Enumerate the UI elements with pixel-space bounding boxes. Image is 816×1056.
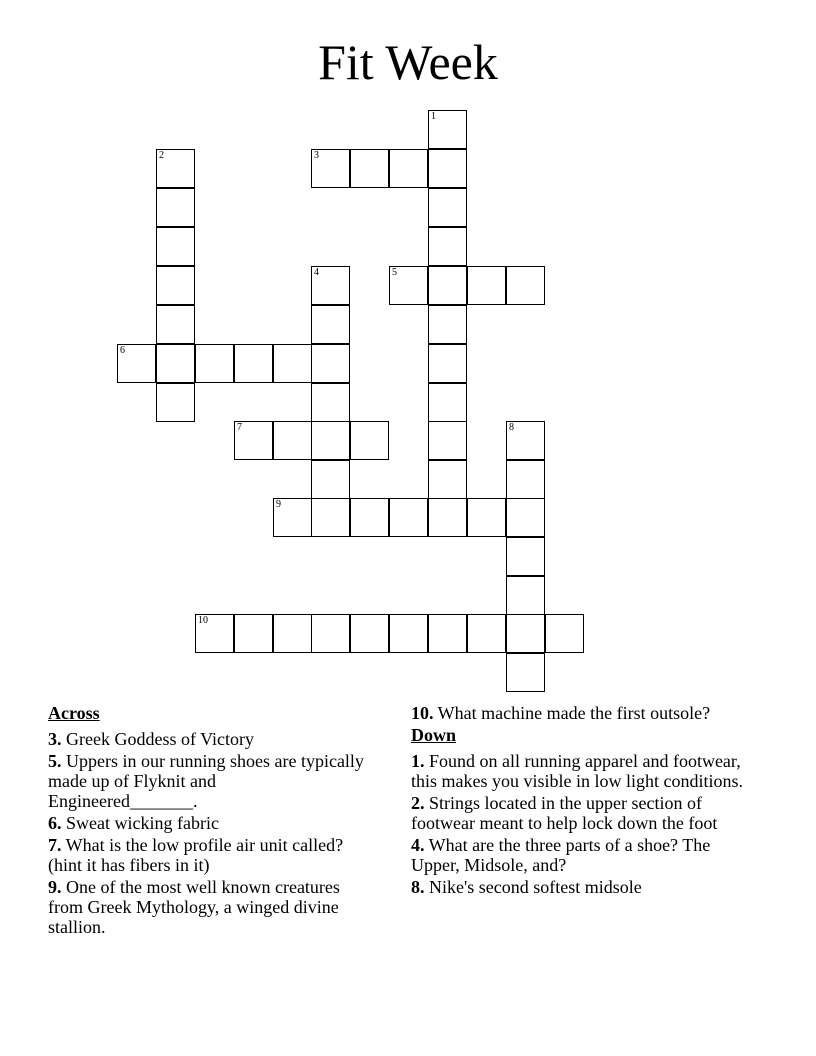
cell-number: 7: [237, 422, 242, 433]
grid-cell[interactable]: [506, 421, 545, 460]
grid-cell[interactable]: [428, 614, 467, 653]
clue-text: Greek Goddess of Victory: [61, 729, 255, 749]
clue-number: 7.: [48, 835, 62, 855]
clue-down-1: [411, 751, 761, 791]
clue-number: 8.: [411, 877, 425, 897]
clue-text: Uppers in our running shoes are typically made up of Flyknit and Engineered_______.: [48, 751, 364, 811]
clue-number: 5.: [48, 751, 62, 771]
grid-cell[interactable]: [428, 421, 467, 460]
grid-cell[interactable]: [467, 498, 506, 537]
grid-cell[interactable]: [156, 266, 195, 305]
clue-number: 1.: [411, 751, 425, 771]
grid-cell[interactable]: [428, 188, 467, 227]
grid-cell[interactable]: [506, 498, 545, 537]
grid-cell[interactable]: [195, 344, 234, 383]
cell-number: 10: [198, 615, 208, 626]
grid-cell[interactable]: [428, 266, 467, 305]
cell-number: 6: [120, 345, 125, 356]
grid-cell[interactable]: [350, 614, 389, 653]
grid-cell[interactable]: [311, 498, 350, 537]
grid-cell[interactable]: [311, 149, 350, 188]
cell-number: 1: [431, 111, 436, 122]
grid-cell[interactable]: [273, 614, 312, 653]
cell-number: 3: [314, 150, 319, 161]
cell-number: 2: [159, 150, 164, 161]
clue-across-9: [48, 877, 368, 937]
grid-cell[interactable]: [350, 149, 389, 188]
grid-cell[interactable]: [389, 149, 428, 188]
grid-cell[interactable]: [428, 110, 467, 149]
cell-number: 4: [314, 267, 319, 278]
grid-cell[interactable]: [195, 614, 234, 653]
clue-number: 10.: [411, 703, 434, 723]
grid-cell[interactable]: [506, 460, 545, 499]
cell-number: 5: [392, 267, 397, 278]
grid-cell[interactable]: [273, 421, 312, 460]
grid-cell[interactable]: [350, 498, 389, 537]
grid-cell[interactable]: [156, 149, 195, 188]
clue-text: Nike's second softest midsole: [424, 877, 642, 897]
grid-cell[interactable]: [389, 266, 428, 305]
down-heading: Down: [411, 725, 457, 745]
clue-number: 9.: [48, 877, 62, 897]
grid-cell[interactable]: [156, 227, 195, 266]
grid-cell[interactable]: [506, 537, 545, 576]
clue-across-5: [48, 751, 368, 811]
grid-cell[interactable]: [428, 149, 467, 188]
grid-cell[interactable]: [389, 498, 428, 537]
across-heading: Across: [48, 703, 100, 723]
grid-cell[interactable]: [156, 188, 195, 227]
grid-cell[interactable]: [389, 614, 428, 653]
grid-cell[interactable]: [273, 344, 312, 383]
clue-text: What is the low profile air unit called? (hint it has fibers in it): [48, 835, 344, 875]
grid-cell[interactable]: [311, 305, 350, 344]
clue-down-2: [411, 793, 761, 833]
cell-number: 8: [509, 422, 514, 433]
grid-cell[interactable]: [311, 421, 350, 460]
clue-text: Sweat wicking fabric: [61, 813, 219, 833]
clues-left-column: [48, 703, 368, 939]
clue-number: 4.: [411, 835, 425, 855]
grid-cell[interactable]: [156, 344, 195, 383]
grid-cell[interactable]: [156, 383, 195, 422]
grid-cell[interactable]: [273, 498, 312, 537]
clue-number: 2.: [411, 793, 425, 813]
grid-cell[interactable]: [234, 344, 273, 383]
puzzle-title: Fit Week: [318, 34, 498, 90]
grid-cell[interactable]: [428, 383, 467, 422]
clue-text: What are the three parts of a shoe? The Upper, Midsole, and?: [411, 835, 711, 875]
grid-cell[interactable]: [350, 421, 389, 460]
grid-cell[interactable]: [506, 653, 545, 692]
grid-cell[interactable]: [506, 614, 545, 653]
grid-cell[interactable]: [467, 614, 506, 653]
clue-text: One of the most well known creatures from Greek Mythology, a winged divine stallion.: [48, 877, 340, 937]
grid-cell[interactable]: [311, 266, 350, 305]
grid-cell[interactable]: [428, 460, 467, 499]
grid-cell[interactable]: [428, 498, 467, 537]
clue-number: 3.: [48, 729, 62, 749]
clue-across-6: [48, 813, 368, 833]
clue-across-3: [48, 729, 368, 749]
grid-cell[interactable]: [311, 344, 350, 383]
grid-cell[interactable]: [506, 266, 545, 305]
clue-text: Found on all running apparel and footwear, this makes you visible in low light conditions.: [411, 751, 743, 791]
clue-across-7: [48, 835, 368, 875]
grid-cell[interactable]: [311, 460, 350, 499]
clue-down-4: [411, 835, 761, 875]
grid-cell[interactable]: [467, 266, 506, 305]
grid-cell[interactable]: [156, 305, 195, 344]
grid-cell[interactable]: [234, 421, 273, 460]
grid-cell[interactable]: [234, 614, 273, 653]
grid-cell[interactable]: [117, 344, 156, 383]
grid-cell[interactable]: [428, 344, 467, 383]
clue-text: What machine made the first outsole?: [433, 703, 711, 723]
clues-right-column: [411, 703, 761, 899]
grid-cell[interactable]: [545, 614, 584, 653]
clue-number: 6.: [48, 813, 62, 833]
grid-cell[interactable]: [428, 227, 467, 266]
clue-across-10: [411, 703, 761, 723]
clue-text: Strings located in the upper section of footwear meant to help lock down the foot: [411, 793, 718, 833]
grid-cell[interactable]: [311, 383, 350, 422]
clue-down-8: [411, 877, 761, 897]
cell-number: 9: [276, 499, 281, 510]
grid-cell[interactable]: [506, 576, 545, 615]
grid-cell[interactable]: [311, 614, 350, 653]
grid-cell[interactable]: [428, 305, 467, 344]
